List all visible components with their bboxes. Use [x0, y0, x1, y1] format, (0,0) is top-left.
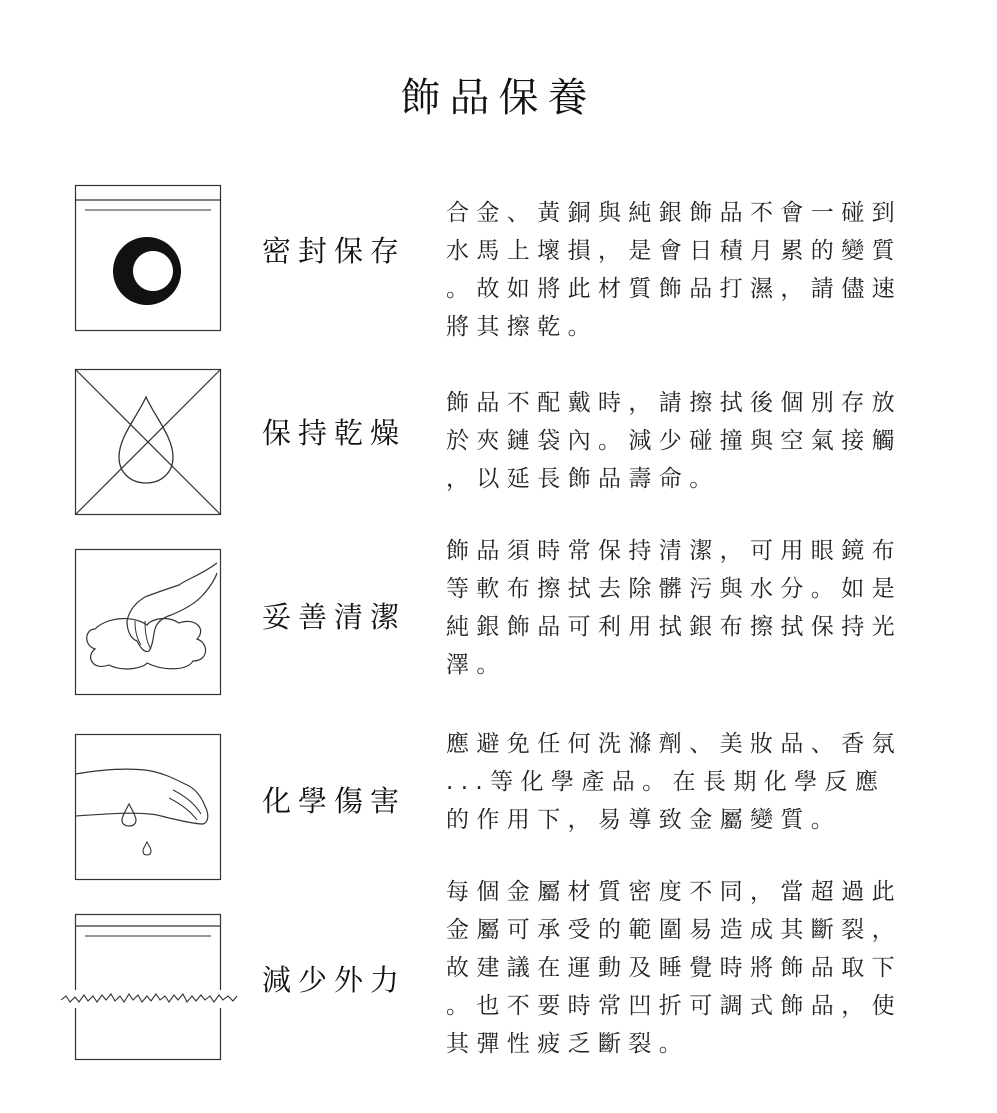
page-title: 飾品保養 [400, 75, 597, 121]
description-line: 其彈性疲乏斷裂。 [446, 1031, 690, 1057]
description-line: 金屬可承受的範圍易造成其斷裂， [446, 917, 902, 943]
section-label: 妥善清潔 [262, 600, 407, 634]
section-description [446, 194, 916, 346]
description-line: ，以延長飾品壽命。 [446, 466, 720, 492]
description-line: 應避免任何洗滌劑、美妝品、香氛 [446, 731, 902, 757]
description-line: 飾品須時常保持清潔，可用眼鏡布 [446, 538, 902, 564]
description-line: 飾品不配戴時，請擦拭後個別存放 [446, 390, 902, 416]
description-line: 故建議在運動及睡覺時將飾品取下 [446, 955, 902, 981]
broken-bag-icon [75, 914, 221, 1060]
description-line: 於夾鏈袋內。減少碰撞與空氣接觸 [446, 428, 902, 454]
section-description [446, 532, 916, 684]
care-section-chemical-damage [0, 731, 997, 884]
care-section-sealed-storage [0, 185, 997, 340]
description-line: 的作用下，易導致金屬變質。 [446, 807, 842, 833]
section-label: 密封保存 [262, 234, 407, 268]
sealed-bag-ring-icon [75, 185, 221, 331]
care-section-proper-cleaning [0, 538, 997, 699]
section-label: 減少外力 [262, 963, 407, 997]
section-label: 化學傷害 [262, 784, 407, 818]
section-description [446, 725, 916, 839]
section-description [446, 873, 916, 1063]
hand-cleaning-cloth-icon [75, 549, 221, 695]
description-line: 。故如將此材質飾品打濕，請儘速 [446, 276, 902, 302]
description-line: 每個金屬材質密度不同，當超過此 [446, 879, 902, 905]
care-section-keep-dry [0, 369, 997, 519]
description-line: 將其擦乾。 [446, 314, 598, 340]
no-water-drop-icon [75, 369, 221, 515]
description-line: 。也不要時常凹折可調式飾品，使 [446, 993, 902, 1019]
description-line: 澤。 [446, 652, 507, 678]
description-line: ...等化學產品。在長期化學反應 [446, 769, 886, 795]
description-line: 等軟布擦拭去除髒污與水分。如是 [446, 576, 902, 602]
section-label: 保持乾燥 [262, 416, 407, 450]
description-line: 純銀飾品可利用拭銀布擦拭保持光 [446, 614, 902, 640]
description-line: 水馬上壞損，是會日積月累的變質 [446, 238, 902, 264]
care-section-reduce-force [0, 879, 997, 1064]
hand-chemical-drop-icon [75, 734, 221, 880]
description-line: 合金、黃銅與純銀飾品不會一碰到 [446, 200, 902, 226]
section-description [446, 384, 916, 498]
